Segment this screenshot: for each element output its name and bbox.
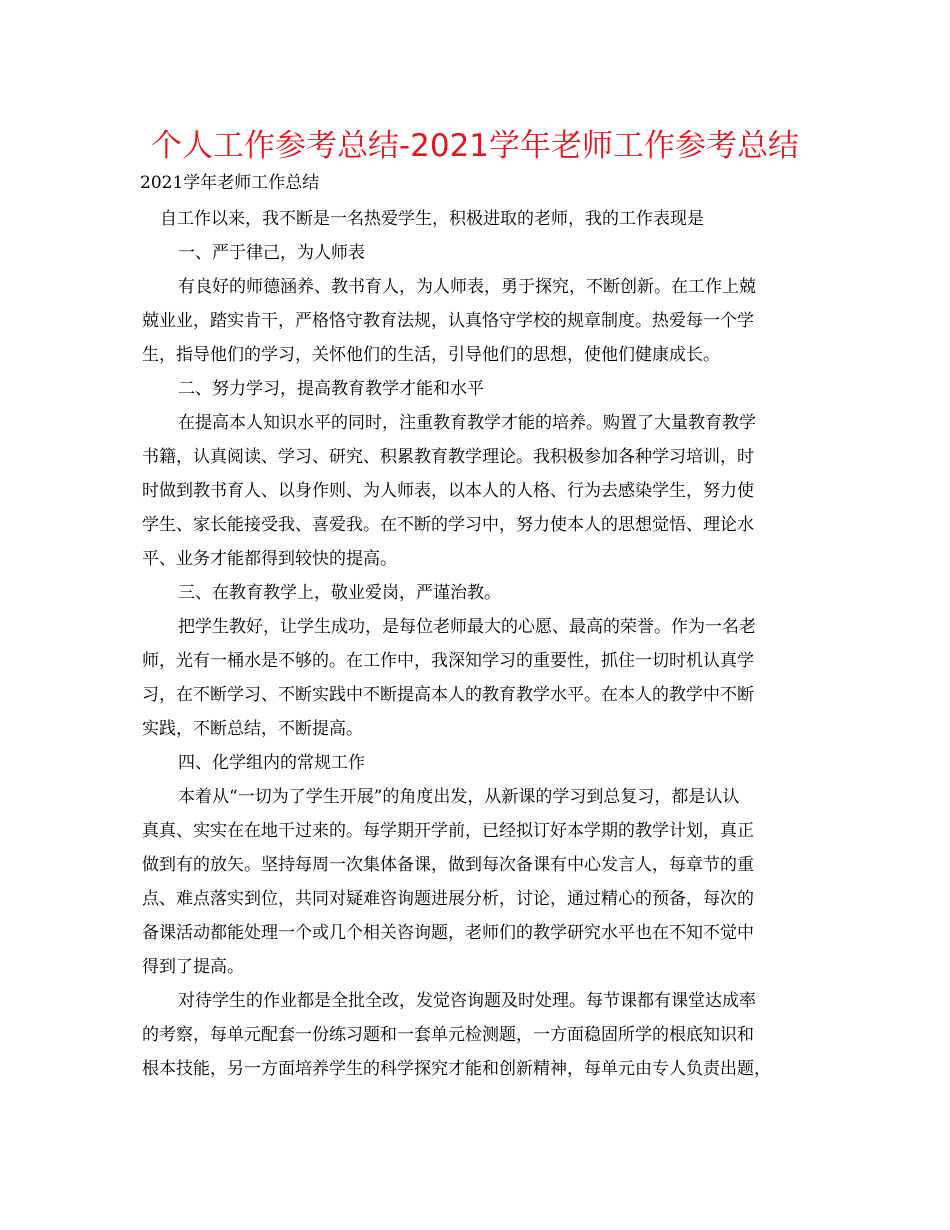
text-line: 时做到教书育人、以身作则、为人师表，以本人的人格、行为去感染学生，努力使	[142, 481, 754, 501]
text-line: 一、严于律己，为人师表	[178, 243, 365, 263]
document-body	[142, 202, 818, 1086]
text-line: 三、在教育教学上，敬业爱岗，严谨治教。	[178, 583, 501, 603]
text-line: 把学生教好，让学生成功，是每位老师最大的心愿、最高的荣誉。作为一名老	[178, 617, 756, 637]
text-line: 生，指导他们的学习，关怀他们的生活，引导他们的思想，使他们健康成长。	[142, 345, 720, 365]
text-line: 根本技能，另一方面培养学生的科学探究才能和创新精神，每单元由专人负责出题，	[142, 1059, 771, 1079]
text-line: 书籍，认真阅读、学习、研究、积累教育教学理论。我积极参加各种学习培训，时	[142, 447, 754, 467]
text-line: 实践，不断总结，不断提高。	[142, 719, 363, 739]
text-line: 有良好的师德涵养、教书育人，为人师表，勇于探究，不断创新。在工作上兢	[178, 277, 756, 297]
text-line: 本着从“一切为了学生开展”的角度出发，从新课的学习到总复习，都是认认	[178, 787, 740, 807]
text-line: 的考察，每单元配套一份练习题和一套单元检测题，一方面稳固所学的根底知识和	[142, 1025, 754, 1045]
text-line: 真真、实实在在地干过来的。每学期开学前，已经拟订好本学期的教学计划，真正	[142, 821, 754, 841]
text-line: 在提高本人知识水平的同时，注重教育教学才能的培养。购置了大量教育教学	[178, 413, 756, 433]
text-line: 习，在不断学习、不断实践中不断提高本人的教育教学水平。在本人的教学中不断	[142, 685, 754, 705]
document-title: 个人工作参考总结-2021学年老师工作参考总结	[150, 128, 800, 164]
text-line: 做到有的放矢。坚持每周一次集体备课，做到每次备课有中心发言人，每章节的重	[142, 855, 754, 875]
text-line: 备课活动都能处理一个或几个相关咨询题，老师们的教学研究水平也在不知不觉中	[142, 923, 754, 943]
text-line: 四、化学组内的常规工作	[178, 753, 365, 773]
text-line: 点、难点落实到位，共同对疑难咨询题进展分析，讨论，通过精心的预备，每次的	[142, 889, 754, 909]
text-line: 平、业务才能都得到较快的提高。	[142, 549, 397, 569]
text-line: 对待学生的作业都是全批全改，发觉咨询题及时处理。每节课都有课堂达成率	[178, 991, 756, 1011]
text-line: 兢业业，踏实肯干，严格恪守教育法规，认真恪守学校的规章制度。热爱每一个学	[142, 311, 754, 331]
text-line: 自工作以来，我不断是一名热爱学生，积极进取的老师，我的工作表现是	[160, 209, 704, 229]
text-line: 学生、家长能接受我、喜爱我。在不断的学习中，努力使本人的思想觉悟、理论水	[142, 515, 754, 535]
text-line: 得到了提高。	[142, 957, 244, 977]
document-subtitle: 2021学年老师工作总结	[140, 173, 320, 193]
text-line: 师，光有一桶水是不够的。在工作中，我深知学习的重要性，抓住一切时机认真学	[142, 651, 754, 671]
text-line: 二、努力学习，提高教育教学才能和水平	[178, 379, 484, 399]
